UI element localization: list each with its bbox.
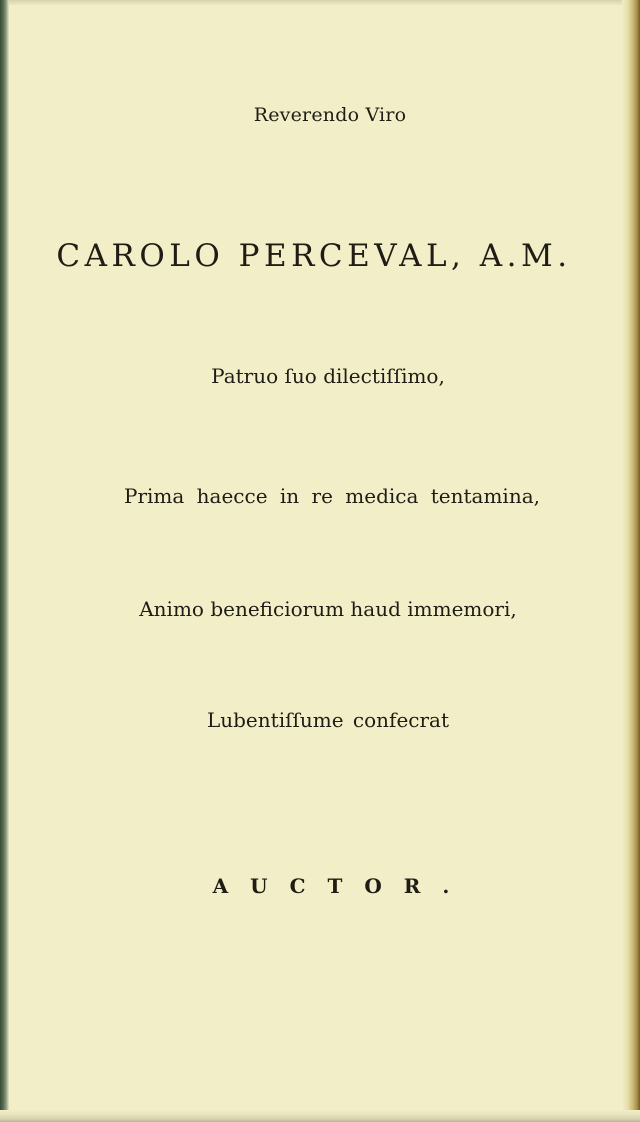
page-bottom-edge: [0, 1110, 640, 1122]
page-fore-edge: [622, 0, 640, 1122]
binding-edge: [0, 0, 9, 1122]
dedication-author: AUCTOR.: [212, 874, 472, 898]
page-top-shadow: [0, 0, 640, 6]
dedication-subject: Prima haecce in re medica tentamina,: [123, 484, 540, 508]
dedication-salutation: Reverendo Viro: [253, 104, 407, 126]
dedication-relation: Patruo ſuo dilectiſſimo,: [211, 364, 445, 388]
dedicatee-name: CAROLO PERCEVAL, A.M.: [56, 238, 572, 274]
dedication-verb: Lubentiſſume confecrat: [206, 708, 450, 732]
dedication-sentiment: Animo beneficiorum haud immemori,: [139, 597, 517, 621]
